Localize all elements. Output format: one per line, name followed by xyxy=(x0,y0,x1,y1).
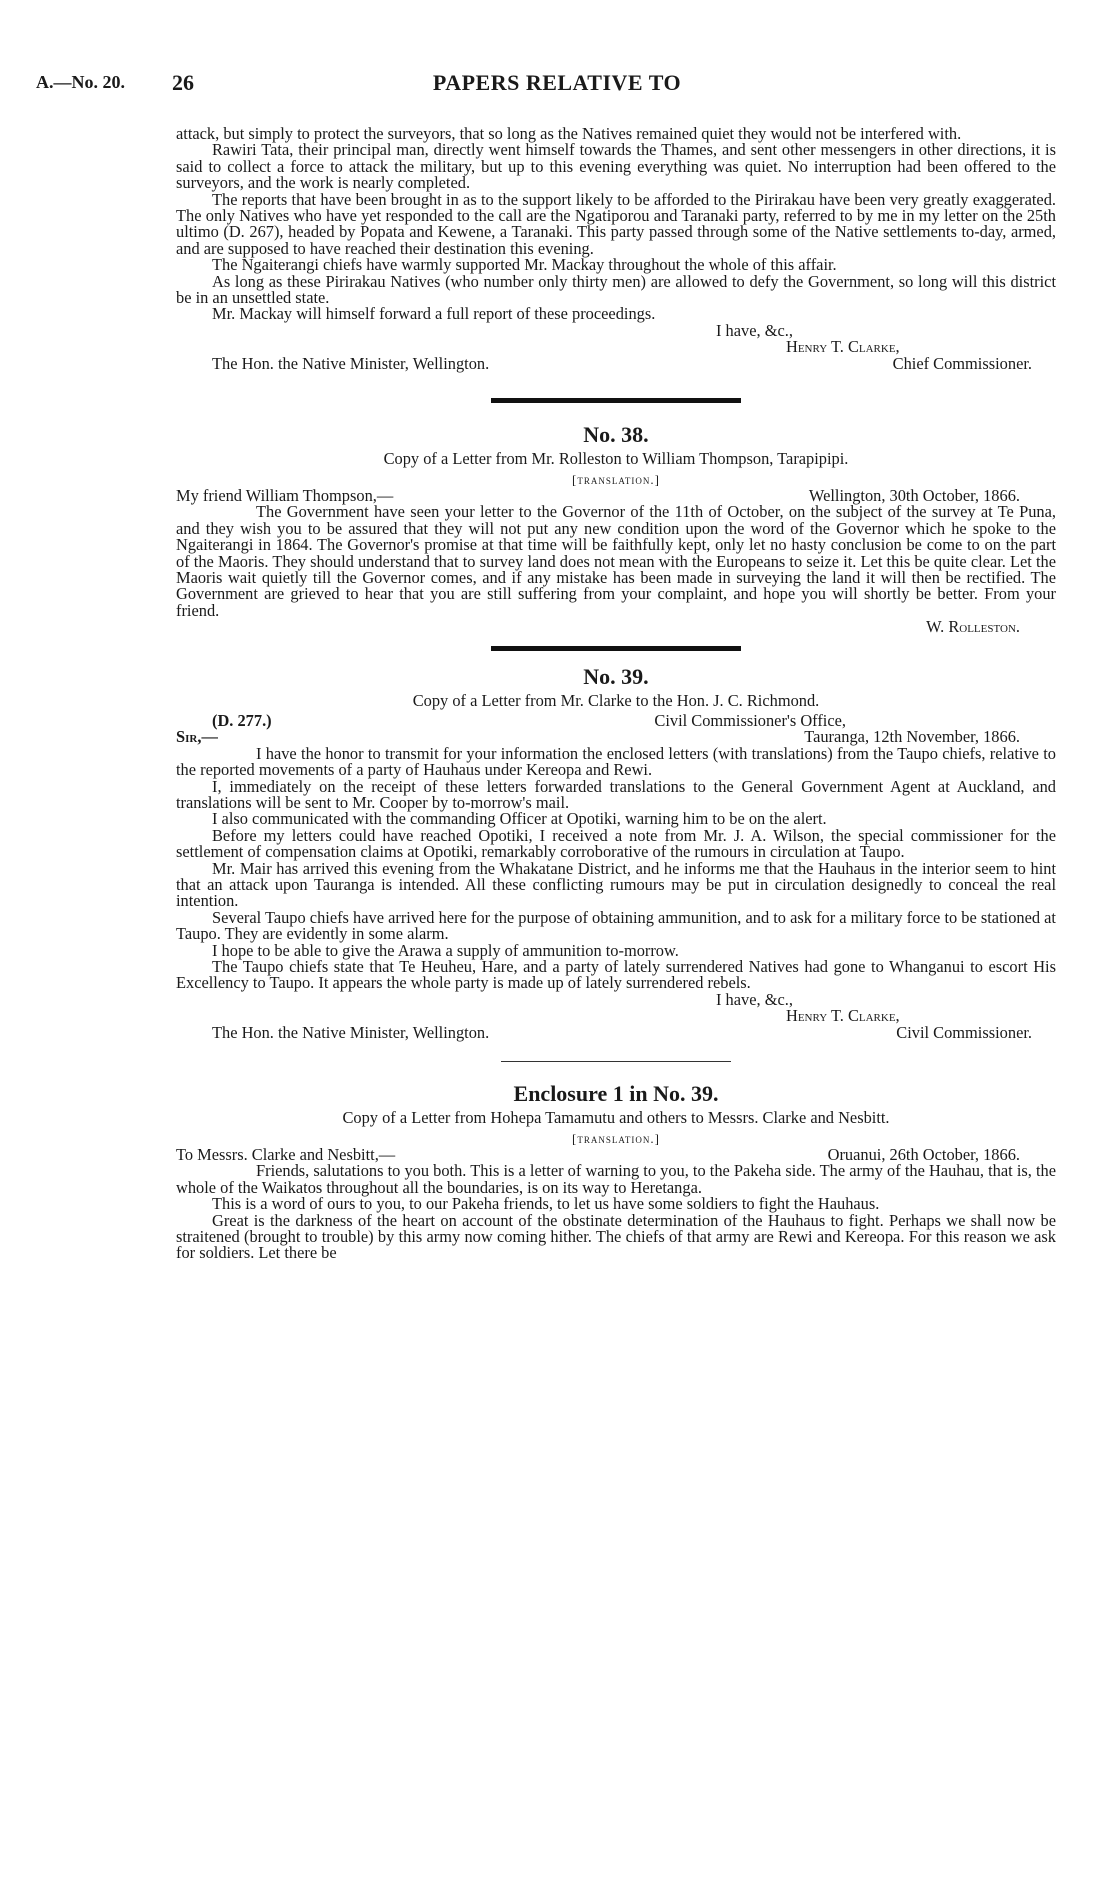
document-body xyxy=(176,126,1056,1262)
place-date: Oruanui, 26th October, 1866. xyxy=(827,1144,1020,1164)
place-date: Wellington, 30th October, 1866. xyxy=(808,485,1020,505)
place-date: Tauranga, 12th November, 1866. xyxy=(804,727,1020,747)
paragraph: attack, but simply to protect the surveyors, that so long as the Natives remained quiet they would not be interfered with. xyxy=(176,124,962,143)
page-header xyxy=(36,70,1078,100)
paragraph: Mr. Mair has arrived this evening from the Whakatane District, and he informs me that the Hauhaus in the interior seem to hint that an attack upon Tauranga is intended. All these conflicting rumours may be put in circulation designedly to conceal the real intention. xyxy=(176,858,1056,911)
addressee: The Hon. the Native Minister, Wellington. xyxy=(212,353,490,373)
paragraph: Before my letters could have reached Opotiki, I received a note from Mr. J. A. Wilson, the special commissioner for the settlement of compensation claims at Opotiki, remarkably corroborative of the rumours in circulation at Taupo. xyxy=(176,825,1056,862)
paragraph: Great is the darkness of the heart on account of the obstinate determination of the Hauhaus to fight. Perhaps we shall now be straitened (brought to trouble) by this army now coming hither. The chiefs of that army are Rewi and Kereopa. For this reason we ask for soldiers. Let there be xyxy=(176,1210,1056,1263)
paragraph: The Taupo chiefs state that Te Heuheu, Hare, and a party of lately surrendered Natives had gone to Whanganui to escort His Excellency to Taupo. It appears the whole party is made up of lately surrendered rebels. xyxy=(176,957,1056,993)
despatch-reference: (D. 277.) xyxy=(212,710,272,730)
letter-subheading: Copy of a Letter from Mr. Rolleston to William Thompson, Tarapipipi. xyxy=(383,449,849,469)
translation-note: [translation.] xyxy=(572,471,660,487)
signatory: Henry T. Clarke, xyxy=(786,1006,900,1026)
office: Civil Commissioner's Office, xyxy=(654,710,846,730)
paragraph: I also communicated with the commanding Officer at Opotiki, warning him to be on the alert. xyxy=(212,809,827,829)
paragraph: As long as these Pirirakau Natives (who number only thirty men) are allowed to defy the Government, so long will this district be in an unsettled state. xyxy=(176,271,1056,308)
letter-no-39 xyxy=(176,665,1056,1042)
paragraph: The Ngaiterangi chiefs have warmly supported Mr. Mackay throughout the whole of this affair. xyxy=(212,255,837,275)
salutation: Sir,— xyxy=(176,727,218,747)
signatory: Henry T. Clarke, xyxy=(786,337,900,357)
addressee: The Hon. the Native Minister, Wellington. xyxy=(212,1022,490,1042)
paragraph: Rawiri Tata, their principal man, directly went himself towards the Thames, and sent other messengers in other directions, it is said to collect a force to attack the military, but up to this evening everything was quiet. No interruption had been offered to the surveyors, and the work is nearly completed. xyxy=(176,140,1056,193)
paragraph: This is a word of ours to you, to our Pakeha friends, to let us have some soldiers to fight the Hauhaus. xyxy=(212,1194,880,1214)
signature-block xyxy=(176,353,1056,373)
paragraph: Several Taupo chiefs have arrived here for the purpose of obtaining ammunition, and to ask for a military force to be stationed at Taupo. They are evidently in some alarm. xyxy=(176,907,1056,944)
enclosure-heading: Enclosure 1 in No. 39. xyxy=(513,1081,719,1107)
running-title: PAPERS RELATIVE TO xyxy=(432,70,682,95)
letter-subheading: Copy of a Letter from Mr. Clarke to the Hon. J. C. Richmond. xyxy=(412,690,820,710)
letter-heading: No. 38. xyxy=(583,422,649,448)
paragraph: The reports that have been brought in as to the support likely to be afforded to the Pirirakau have been very greatly exaggerated. The only Natives who have yet responded to the call are the Ngatiporou and Taranaki party, referred to by me in my letter on the 25th ultimo (D. 267), headed by Popata and Kewene, a Taranaki. This party passed through some of the Native settlements to-day, armed, and are supposed to have reached their destination this evening. xyxy=(176,189,1056,258)
document-reference: A.—No. 20. xyxy=(36,72,125,92)
signatory-title: Chief Commissioner. xyxy=(892,353,1032,373)
enclosure-subheading: Copy of a Letter from Hohepa Tamamutu and others to Messrs. Clarke and Nesbitt. xyxy=(342,1108,890,1128)
translation-note: [translation.] xyxy=(572,1130,660,1146)
closing: I have, &c., xyxy=(716,989,793,1009)
paragraph: I, immediately on the receipt of these letters forwarded translations to the General Government Agent at Auckland, and translations will be sent to Mr. Cooper by to-morrow's mail. xyxy=(176,776,1056,812)
closing: I have, &c., xyxy=(716,320,793,340)
salutation: My friend William Thompson,— xyxy=(176,485,394,505)
signatory: W. Rolleston. xyxy=(926,617,1020,637)
paragraph: Mr. Mackay will himself forward a full report of these proceedings. xyxy=(212,304,656,324)
salutation: To Messrs. Clarke and Nesbitt,— xyxy=(176,1144,396,1164)
paragraph: I have the honor to transmit for your information the enclosed letters (with translations) from the Taupo chiefs, relative to the reported movements of a party of Hauhaus under Kereopa and Rewi. xyxy=(176,743,1056,780)
enclosure-1 xyxy=(176,1082,1056,1262)
signature-block xyxy=(176,1022,1056,1042)
letter-no-38 xyxy=(176,423,1056,635)
page-number: 26 xyxy=(172,70,194,95)
paragraph: The Government have seen your letter to the Governor of the 11th of October, on the subject of the survey at Te Puna, and they wish you to be assured that they will not put any new condition upon the word of the Governor which he spoke to the Ngaiterangi in 1864. The Governor's promise at that time will be faithfully kept, only let no hasty conclusion be come to on the part of the Maoris. They should understand that to survey land does not mean with the Europeans to seize it. Let this be quite clear. Let the Maoris wait quietly till the Governor comes, and if any mistake has been made in surveying the land it will then be rectified. The Government are grieved to hear that you are still suffering from your complaint, and hope you will shortly be better. From your friend. xyxy=(176,502,1056,620)
previous-letter xyxy=(176,126,1056,372)
signatory-title: Civil Commissioner. xyxy=(896,1022,1032,1042)
paragraph: I hope to be able to give the Arawa a supply of ammunition to-morrow. xyxy=(212,940,679,960)
paragraph: Friends, salutations to you both. This is a letter of warning to you, to the Pakeha side. The army of the Hauhau, that is, the whole of the Waikatos throughout all the boundaries, is on its way to Heretanga. xyxy=(176,1161,1056,1197)
letter-heading: No. 39. xyxy=(583,663,649,689)
